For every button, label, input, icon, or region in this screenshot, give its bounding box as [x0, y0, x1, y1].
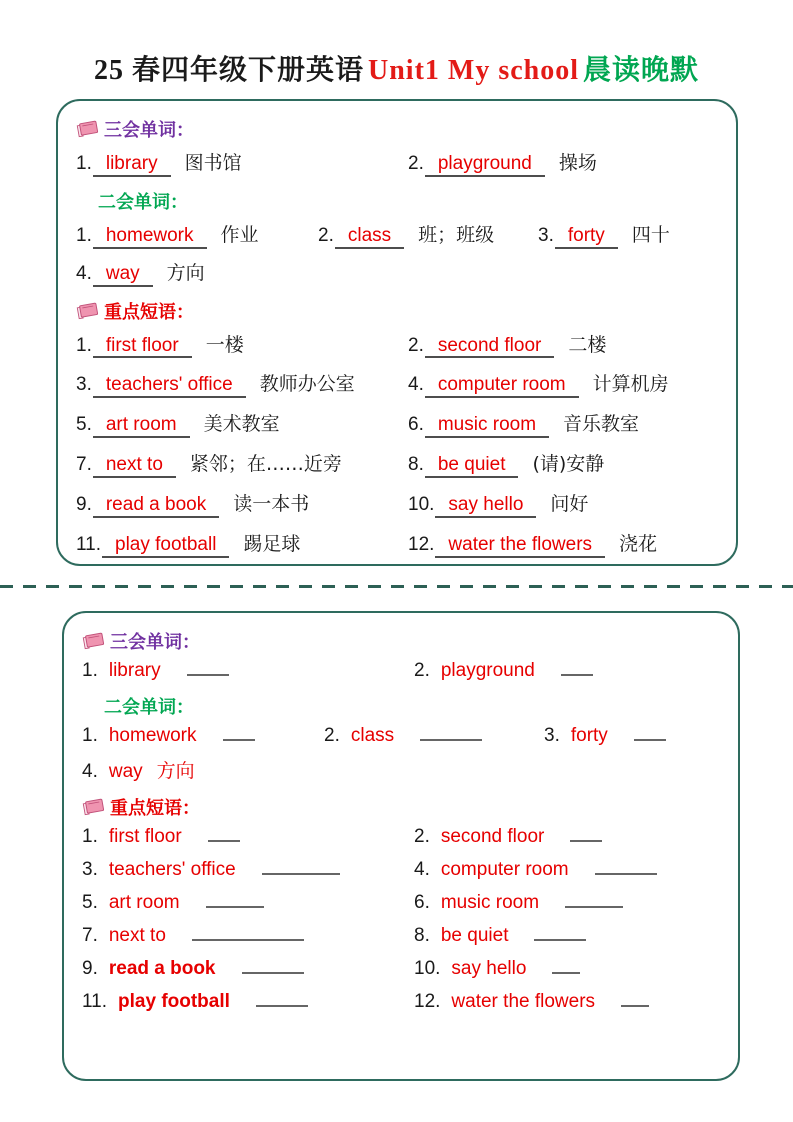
word-item	[76, 148, 408, 177]
item-number: 10.	[408, 493, 435, 515]
answer-blank	[634, 727, 666, 741]
word-text: way	[108, 761, 143, 782]
heading-two-words	[82, 691, 720, 721]
phrase-item	[408, 489, 718, 518]
word-text: forty	[570, 725, 608, 746]
phrase-item	[414, 892, 720, 914]
phrase-item	[82, 991, 414, 1013]
word-item	[544, 725, 720, 747]
meaning-text: 浇花	[619, 532, 658, 555]
heading-three-words	[82, 626, 720, 656]
phrase-item	[82, 925, 414, 947]
item-number: 3.	[544, 725, 560, 746]
answer-blank	[565, 894, 623, 908]
phrase-row	[82, 958, 720, 980]
item-number: 3.	[82, 859, 98, 880]
phrase-item	[408, 330, 718, 359]
word-text: homework	[108, 725, 197, 746]
item-number: 4.	[414, 859, 430, 880]
heading-phrases-label: 重点短语：	[104, 301, 194, 323]
item-number: 4.	[408, 374, 424, 396]
meaning-text: 操场	[558, 152, 597, 174]
title-unit-part: Unit1 My school	[368, 55, 579, 86]
phrase-item	[82, 859, 414, 881]
evening-recall-panel	[62, 611, 740, 1081]
phrase-item	[408, 409, 718, 438]
answer-text: teachers' office	[93, 374, 246, 398]
answer-blank	[595, 861, 657, 875]
word-text: playground	[440, 660, 535, 681]
answer-blank	[561, 662, 593, 676]
word-text: music room	[440, 892, 540, 913]
meaning-text: 紧邻；在……近旁	[189, 453, 342, 476]
answer-text: class	[335, 225, 404, 249]
word-item	[82, 725, 324, 747]
phrase-item	[76, 489, 408, 518]
heading-two-words-label: 二会单词：	[104, 697, 194, 718]
answer-blank	[570, 828, 602, 842]
phrase-item	[76, 369, 408, 398]
meaning-text: 方向	[156, 760, 195, 782]
book-icon	[76, 301, 100, 321]
phrase-item	[82, 958, 414, 980]
meaning-text: 音乐教室	[563, 413, 640, 436]
page-title	[0, 48, 793, 88]
heading-phrases	[82, 792, 720, 822]
word-item	[82, 660, 414, 682]
phrase-item	[408, 529, 718, 558]
item-number: 10.	[414, 958, 441, 979]
item-number: 1.	[76, 334, 92, 356]
item-number: 4.	[76, 262, 92, 284]
item-number: 12.	[414, 991, 441, 1012]
item-number: 8.	[408, 454, 424, 476]
word-item	[82, 756, 720, 783]
heading-three-words-label: 三会单词：	[110, 632, 200, 653]
answer-blank	[256, 993, 308, 1007]
meaning-text: 作业	[220, 223, 259, 246]
item-number: 9.	[76, 493, 92, 515]
answer-text: homework	[93, 225, 207, 249]
item-number: 6.	[408, 414, 424, 436]
phrase-item	[76, 409, 408, 438]
answer-blank	[187, 662, 229, 676]
answer-blank	[262, 861, 340, 875]
phrase-item	[414, 859, 720, 881]
heading-two-words-label: 二会单词：	[98, 191, 188, 213]
book-icon	[76, 119, 100, 139]
answer-text: way	[93, 263, 153, 287]
phrase-row	[82, 991, 720, 1013]
phrase-item	[76, 330, 408, 359]
answer-text: read a book	[93, 494, 219, 518]
word-item	[408, 148, 718, 177]
two-words-row	[82, 725, 720, 747]
item-number: 11.	[76, 533, 102, 555]
phrase-item	[414, 826, 720, 848]
answer-text: playground	[425, 153, 545, 177]
item-number: 1.	[76, 153, 92, 174]
word-item	[324, 725, 544, 747]
title-grade-part: 25 春四年级下册英语	[93, 55, 364, 86]
meaning-text: 踢足球	[243, 532, 301, 555]
item-number: 3.	[538, 224, 554, 246]
answer-text: computer room	[425, 374, 579, 398]
heading-three-words	[76, 114, 718, 144]
heading-three-words-label: 三会单词：	[104, 120, 194, 141]
answer-blank	[242, 960, 304, 974]
item-number: 5.	[82, 892, 98, 913]
item-number: 11.	[82, 991, 108, 1012]
answer-blank	[206, 894, 264, 908]
phrase-row	[82, 925, 720, 947]
phrase-row	[82, 826, 720, 848]
item-number: 2.	[324, 725, 340, 746]
item-number: 5.	[76, 414, 92, 436]
heading-phrases	[76, 296, 718, 326]
item-number: 4.	[82, 761, 98, 782]
meaning-text: 班；班级	[418, 223, 495, 246]
item-number: 3.	[76, 374, 92, 396]
item-number: 2.	[408, 334, 424, 356]
meaning-text: 一楼	[205, 333, 244, 356]
word-text: art room	[108, 892, 180, 913]
word-text: read a book	[108, 958, 216, 979]
phrase-item	[82, 826, 414, 848]
word-item	[414, 660, 720, 682]
answer-blank	[621, 993, 649, 1007]
meaning-text: 二楼	[568, 333, 607, 356]
answer-blank	[552, 960, 580, 974]
meaning-text: 问好	[550, 492, 589, 515]
answer-blank	[208, 828, 240, 842]
item-number: 2.	[414, 660, 430, 681]
phrase-item	[414, 991, 720, 1013]
item-number: 2.	[414, 826, 430, 847]
phrase-item	[414, 925, 720, 947]
two-words-row	[76, 220, 718, 249]
word-text: first floor	[108, 826, 182, 847]
item-number: 6.	[414, 892, 430, 913]
phrase-item	[76, 449, 408, 478]
title-suffix-part: 晨读晚默	[583, 55, 700, 86]
item-number: 2.	[408, 153, 424, 174]
meaning-text: 图书馆	[184, 152, 242, 174]
word-text: play football	[118, 991, 230, 1012]
phrase-row	[82, 859, 720, 881]
morning-reading-panel	[56, 99, 738, 566]
answer-text: library	[93, 153, 171, 177]
phrase-row	[76, 330, 718, 359]
phrase-row	[76, 449, 718, 478]
phrase-row	[82, 892, 720, 914]
word-text: next to	[108, 925, 166, 946]
phrase-item	[76, 529, 408, 558]
word-text: second floor	[440, 826, 545, 847]
item-number: 1.	[82, 725, 98, 746]
answer-blank	[223, 727, 255, 741]
answer-text: art room	[93, 414, 190, 438]
item-number: 8.	[414, 925, 430, 946]
item-number: 12.	[408, 533, 435, 555]
item-number: 7.	[82, 925, 98, 946]
answer-text: forty	[555, 225, 618, 249]
phrase-row	[76, 409, 718, 438]
answer-blank	[192, 927, 304, 941]
answer-text: second floor	[425, 335, 555, 359]
item-number: 1.	[82, 826, 98, 847]
answer-text: be quiet	[425, 454, 519, 478]
item-number: 2.	[318, 224, 334, 246]
answer-blank	[420, 727, 482, 741]
two-words-row	[76, 258, 718, 287]
word-text: class	[350, 725, 395, 746]
answer-text: water the flowers	[435, 534, 605, 558]
word-text: be quiet	[440, 925, 509, 946]
three-words-row	[76, 148, 718, 177]
answer-text: next to	[93, 454, 176, 478]
word-item	[538, 220, 718, 249]
phrase-item	[414, 958, 720, 980]
meaning-text: 方向	[166, 261, 205, 284]
word-text: teachers' office	[108, 859, 236, 880]
meaning-text: 读一本书	[233, 492, 310, 515]
phrase-item	[82, 892, 414, 914]
item-number: 9.	[82, 958, 98, 979]
heading-phrases-label: 重点短语：	[110, 798, 200, 819]
word-text: say hello	[451, 958, 527, 979]
item-number: 1.	[82, 660, 98, 681]
heading-two-words	[76, 186, 718, 216]
phrase-row	[76, 489, 718, 518]
answer-text: play football	[102, 534, 229, 558]
word-text: computer room	[440, 859, 569, 880]
three-words-row	[82, 660, 720, 682]
answer-text: first floor	[93, 335, 192, 359]
meaning-text: 美术教室	[203, 413, 280, 436]
dashed-divider	[0, 585, 793, 588]
meaning-text: (请)安静	[532, 453, 605, 476]
book-icon	[82, 797, 106, 817]
meaning-text: 教师办公室	[259, 373, 355, 396]
phrase-row	[76, 529, 718, 558]
meaning-text: 计算机房	[592, 373, 669, 396]
word-item	[76, 220, 318, 249]
phrase-item	[408, 449, 718, 478]
phrase-item	[408, 369, 718, 398]
word-item	[76, 258, 718, 287]
two-words-row	[82, 756, 720, 783]
book-icon	[82, 631, 106, 651]
item-number: 7.	[76, 454, 92, 476]
phrase-row	[76, 369, 718, 398]
word-item	[318, 220, 538, 249]
item-number: 1.	[76, 224, 92, 246]
meaning-text: 四十	[631, 223, 670, 246]
word-text: library	[108, 660, 161, 681]
answer-blank	[534, 927, 586, 941]
answer-text: say hello	[435, 494, 536, 518]
word-text: water the flowers	[451, 991, 596, 1012]
answer-text: music room	[425, 414, 549, 438]
